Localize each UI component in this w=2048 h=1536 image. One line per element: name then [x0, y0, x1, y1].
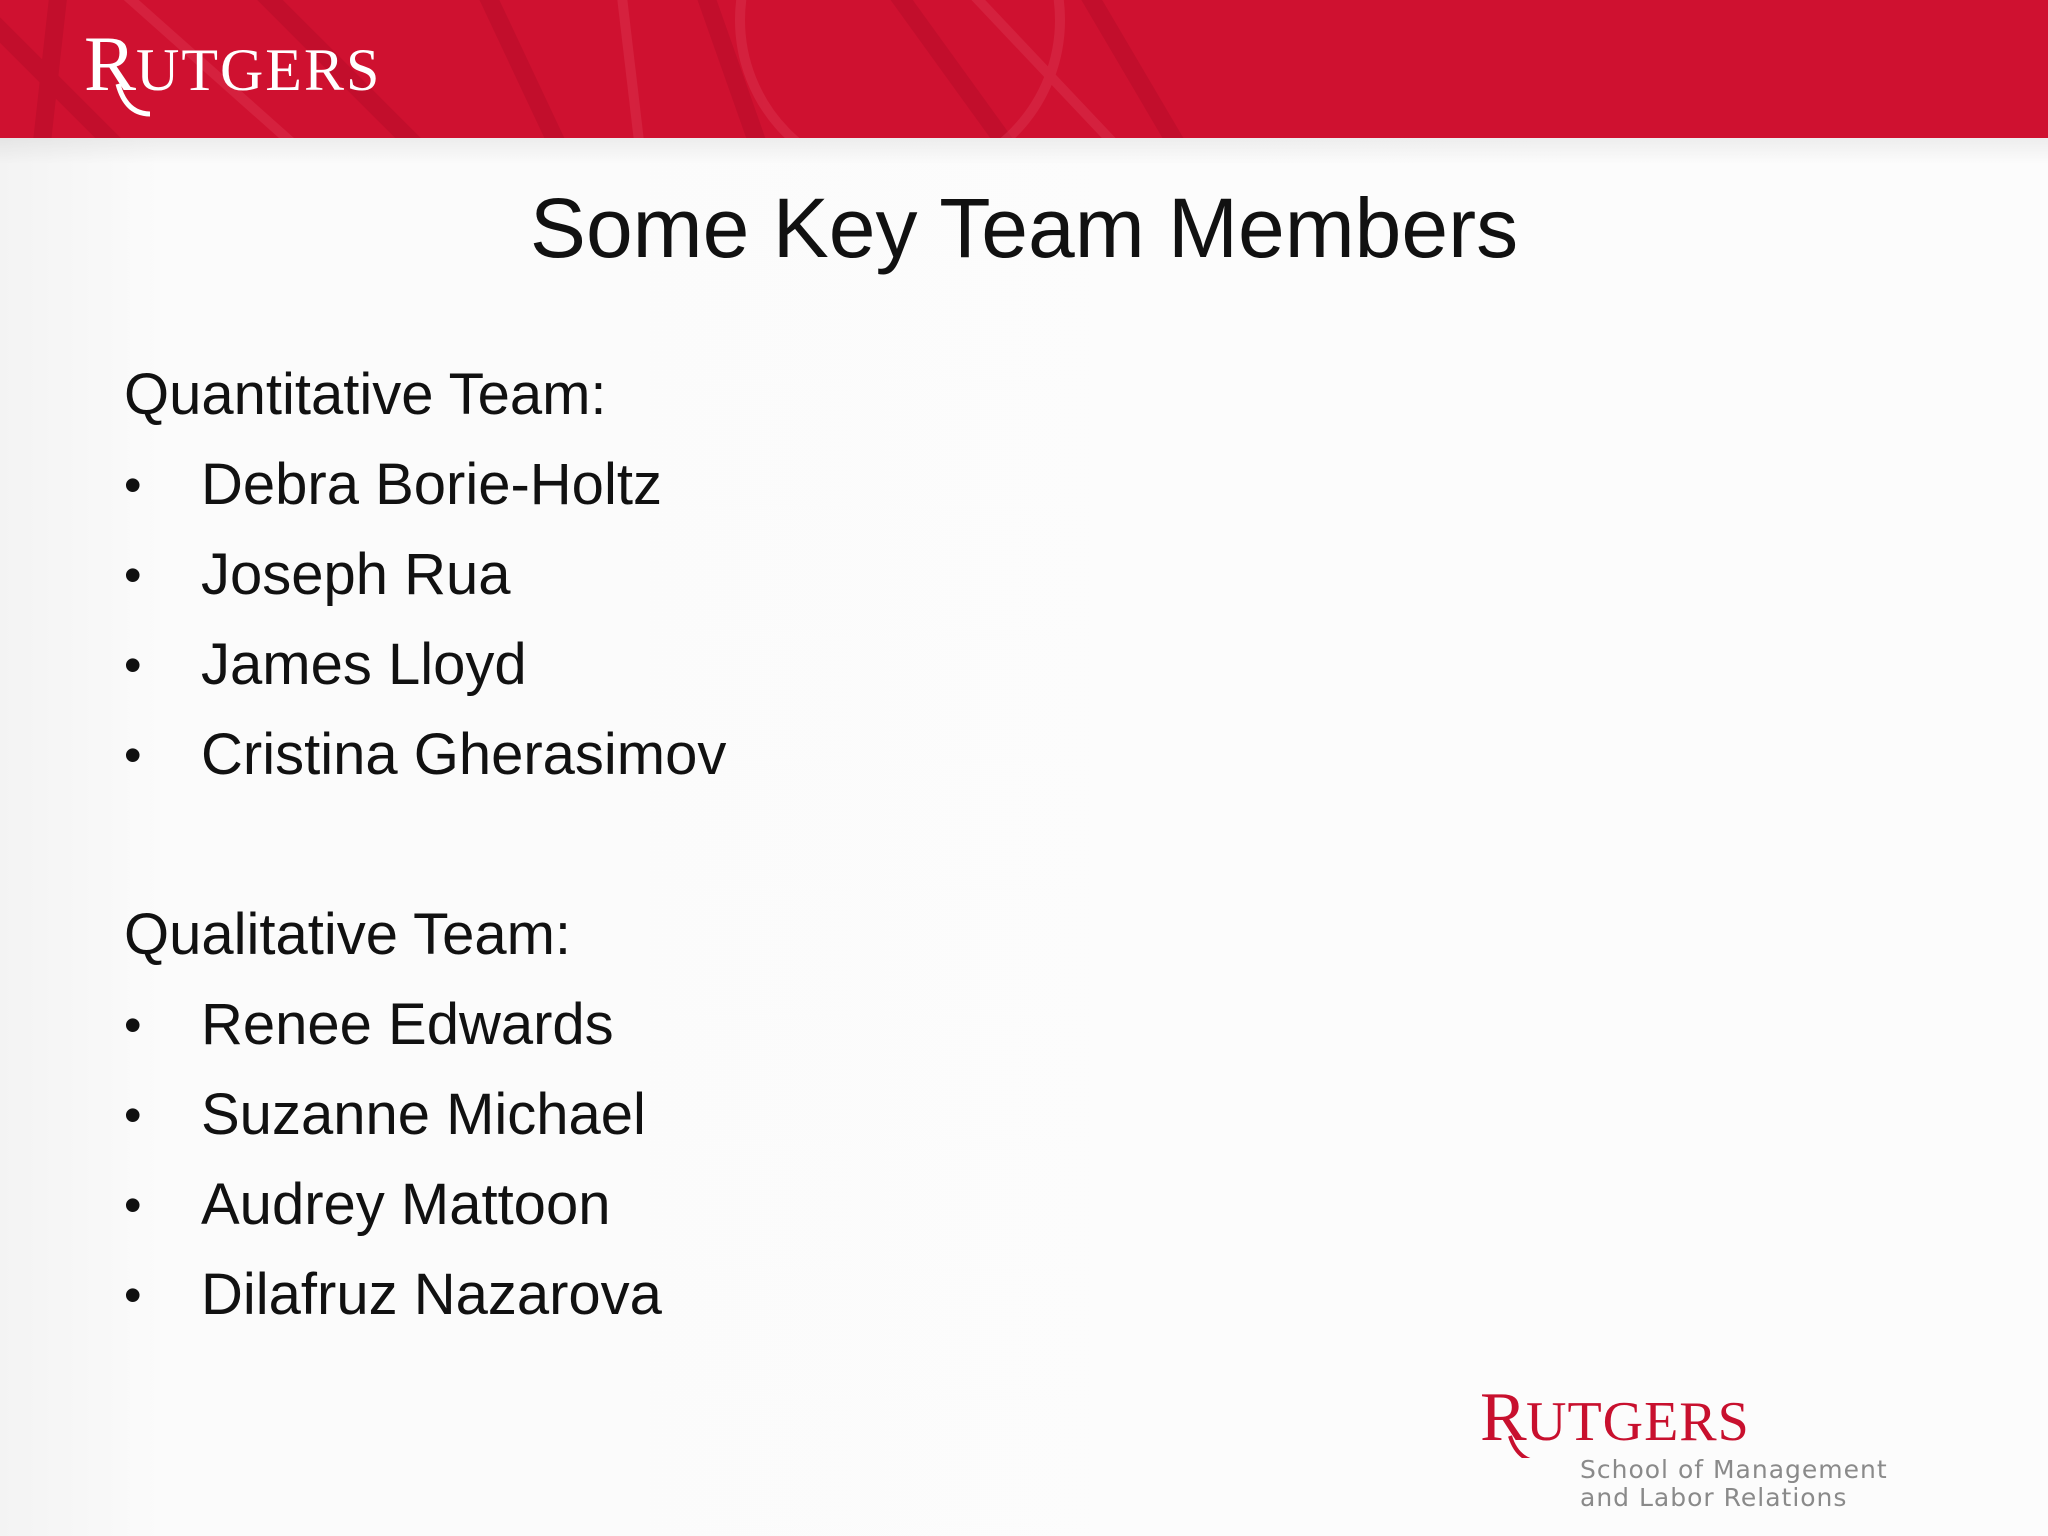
member-name: Joseph Rua	[201, 542, 511, 607]
rutgers-logo-top	[84, 22, 414, 134]
rutgers-smlr-logo	[1480, 1378, 1900, 1518]
rutgers-wordmark-icon	[84, 22, 414, 122]
list-item	[124, 440, 1424, 530]
bullet-icon: •	[124, 1177, 142, 1233]
group-spacer	[124, 800, 1424, 890]
bullet-icon: •	[124, 637, 142, 693]
bullet-icon: •	[124, 1087, 142, 1143]
list-item	[124, 1070, 1424, 1160]
list-item	[124, 710, 1424, 800]
list-item	[124, 1250, 1424, 1340]
list-item	[124, 1160, 1424, 1250]
school-name	[1580, 1456, 1888, 1512]
header-band	[0, 0, 2048, 138]
svg-text:UTGERS: UTGERS	[136, 37, 382, 103]
list-item	[124, 980, 1424, 1070]
bullet-icon: •	[124, 997, 142, 1053]
school-name-line1: School of Management	[1580, 1455, 1888, 1484]
list-item	[124, 530, 1424, 620]
bullet-icon: •	[124, 727, 142, 783]
svg-text:UTGERS: UTGERS	[1526, 1391, 1750, 1453]
member-name: Suzanne Michael	[201, 1082, 646, 1147]
header-shadow	[0, 138, 2048, 164]
svg-text:R: R	[1480, 1379, 1527, 1456]
slide-title: Some Key Team Members	[529, 181, 1519, 275]
svg-text:R: R	[84, 22, 138, 107]
member-name: James Lloyd	[201, 632, 527, 697]
bullet-icon: •	[124, 1267, 142, 1323]
member-name: Cristina Gherasimov	[201, 722, 727, 787]
bullet-icon: •	[124, 547, 142, 603]
list-item	[124, 620, 1424, 710]
member-name: Debra Borie-Holtz	[201, 452, 662, 517]
team-list	[124, 350, 1424, 1340]
member-name: Dilafruz Nazarova	[201, 1262, 662, 1327]
group-heading-quantitative: Quantitative Team:	[124, 362, 607, 427]
rutgers-wordmark-bottom-icon	[1480, 1378, 1880, 1458]
member-name: Audrey Mattoon	[201, 1172, 611, 1237]
member-name: Renee Edwards	[201, 992, 614, 1057]
group-heading-qualitative: Qualitative Team:	[124, 902, 572, 967]
school-name-line2: and Labor Relations	[1580, 1483, 1848, 1512]
bullet-icon: •	[124, 457, 142, 513]
